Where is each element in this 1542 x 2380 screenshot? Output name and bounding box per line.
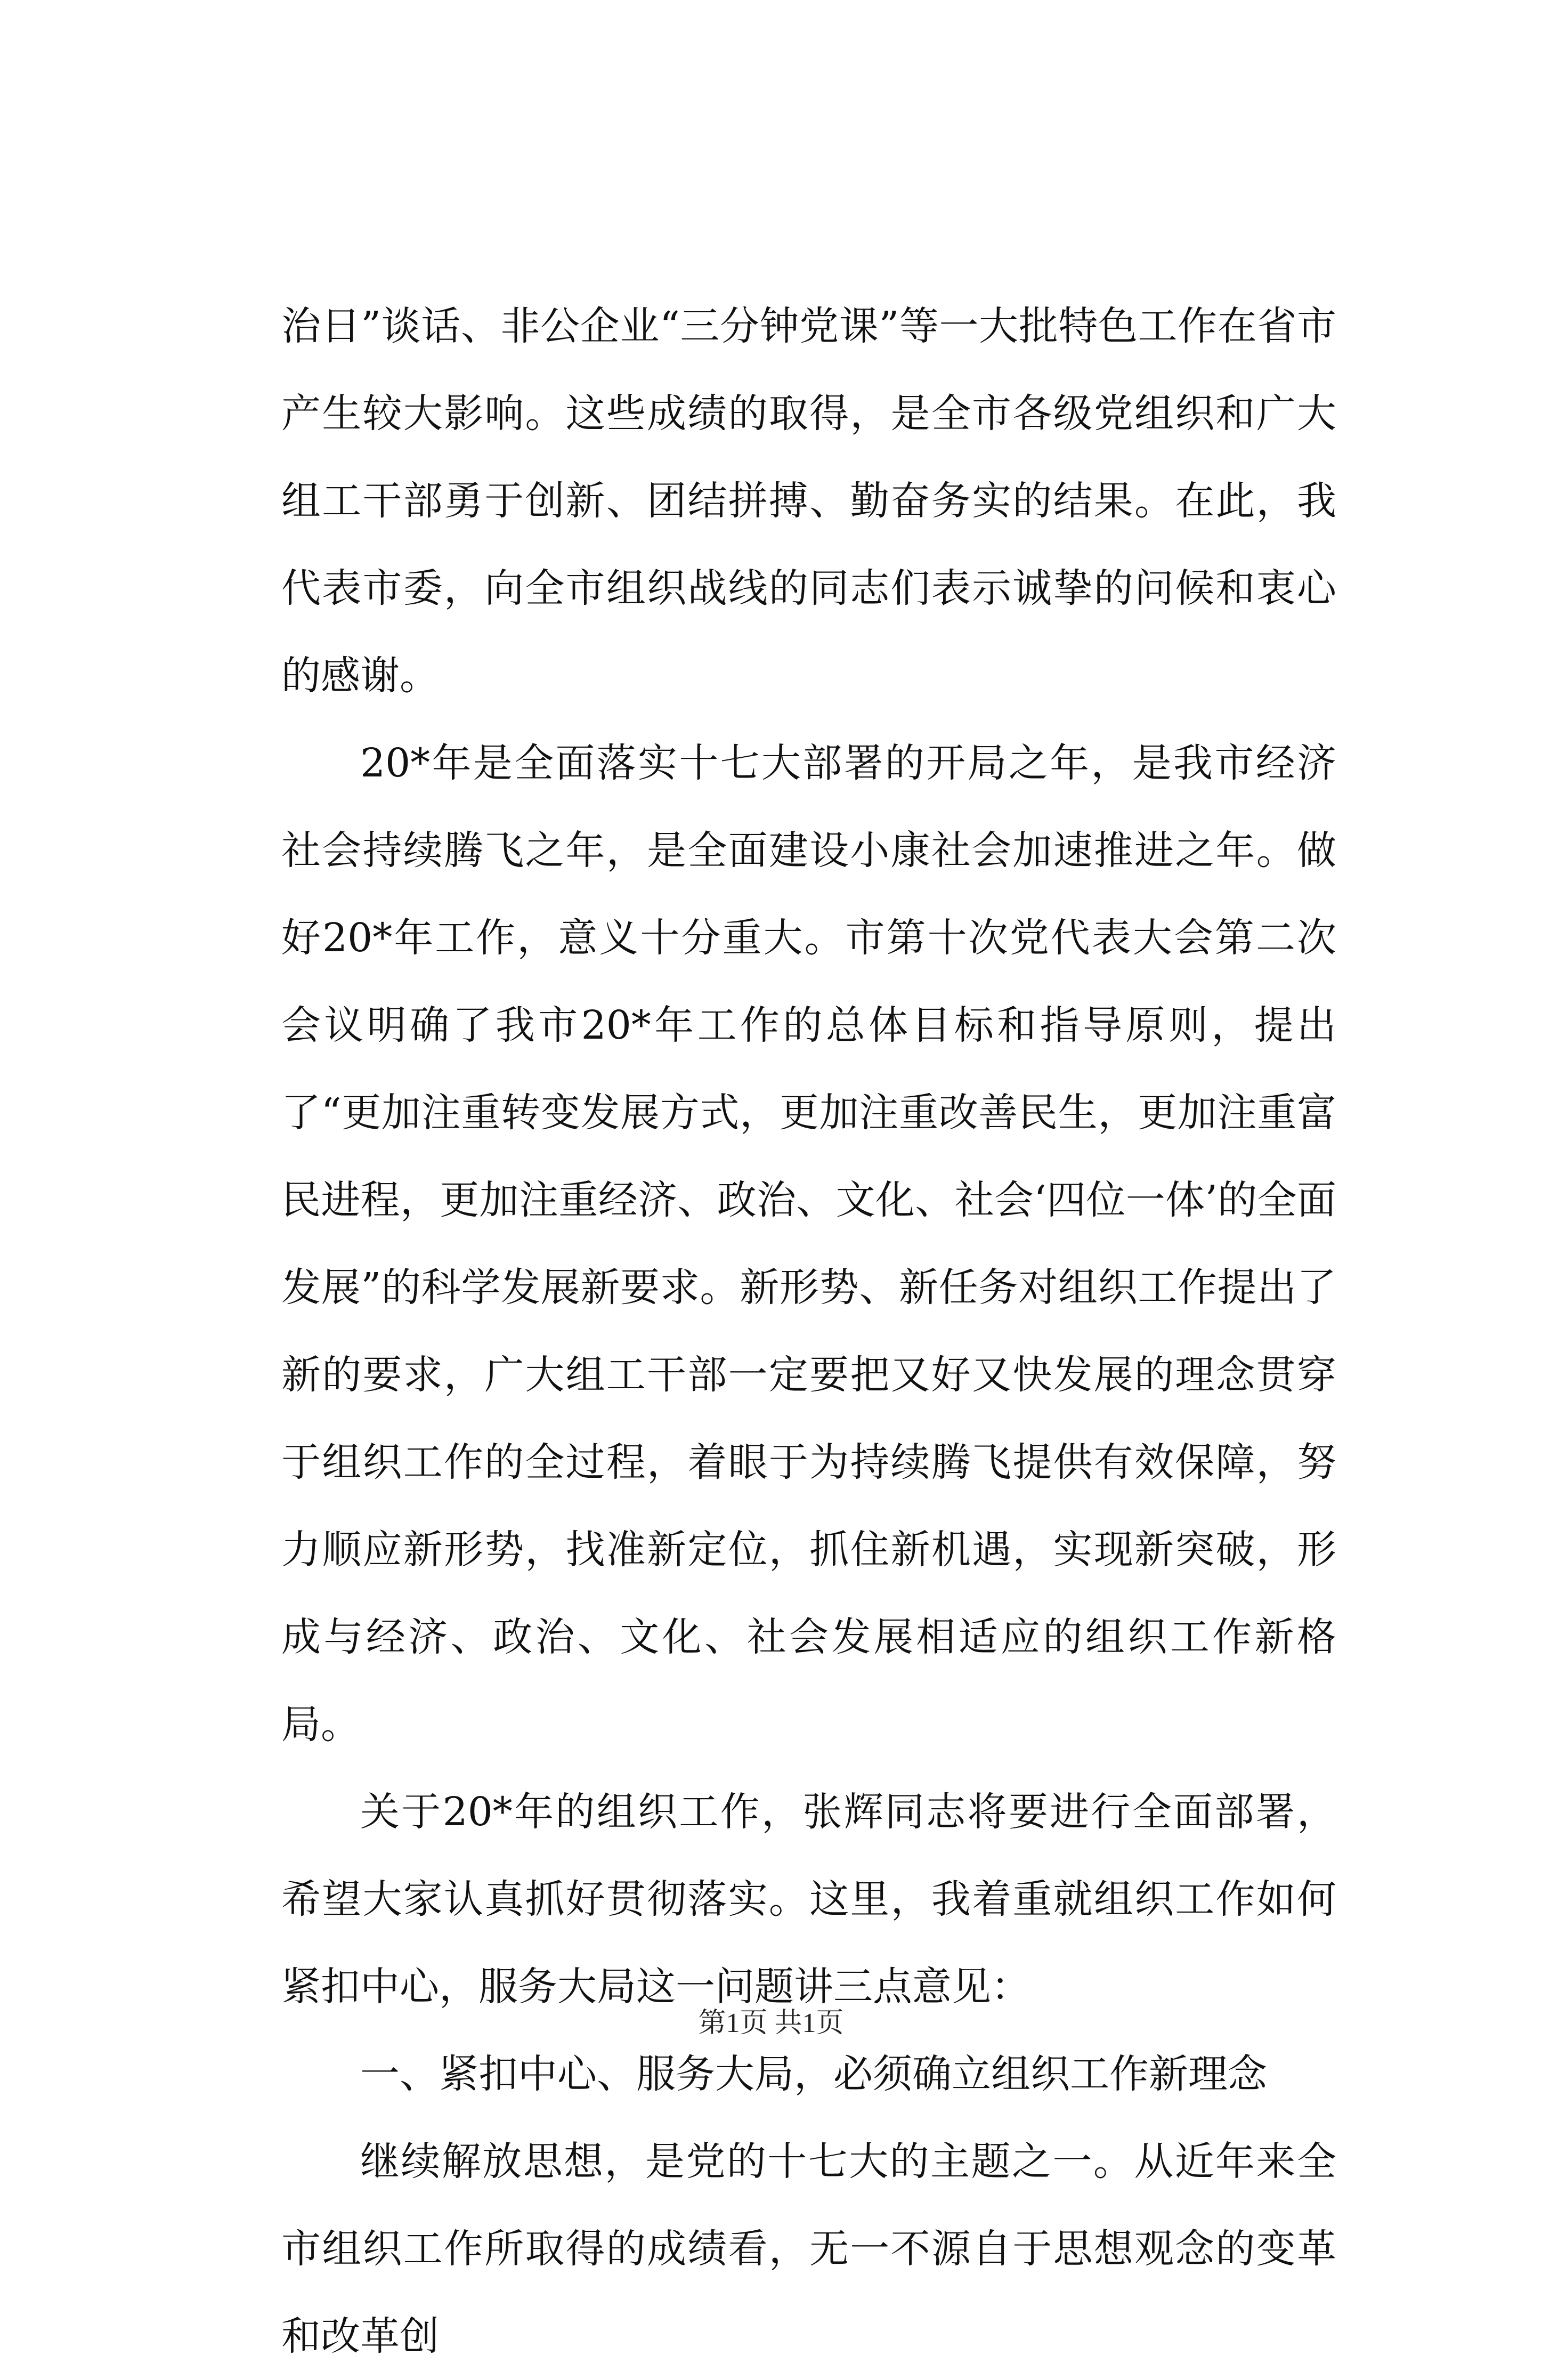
page-footer: 第1页 共1页: [698, 2008, 844, 2038]
section-heading-1: 一、紧扣中心、服务大局，必须确立组织工作新理念: [360, 2051, 1267, 2097]
paragraph-continuation: 治日”谈话、非公企业“三分钟党课”等一大批特色工作在省市产生较大影响。这些成绩的取得，是全市各级党组织和广大组工干部勇于创新、团结拼搏、勤奋务实的结果。在此，我代表市委，向全市组织战线的同志们表示诚挚的问候和衷心的感谢。: [281, 303, 1336, 699]
paragraph-emancipate-thought: 继续解放思想，是党的十七大的主题之一。从近年来全市组织工作所取得的成绩看，无一不源自于思想观念的变革和改革创: [281, 2139, 1336, 2359]
document-body: [281, 282, 1336, 2380]
paragraph-work-significance: 20*年是全面落实十七大部署的开局之年，是我市经济社会持续腾飞之年，是全面建设小康社会加速推进之年。做好20*年工作，意义十分重大。市第十次党代表大会第二次会议明确了我市20*年工作的总体目标和指导原则，提出了“更加注重转变发展方式，更加注重改善民生，更加注重富民进程，更加注重经济、政治、文化、社会‘四位一体’的全面发展”的科学发展新要求。新形势、新任务对组织工作提出了新的要求，广大组工干部一定要把又好又快发展的理念贯穿于组织工作的全过程，着眼于为持续腾飞提供有效保障，努力顺应新形势，找准新定位，抓住新机遇，实现新突破，形成与经济、政治、文化、社会发展相适应的组织工作新格局。: [281, 740, 1336, 1747]
paragraph-deployment-intro: 关于20*年的组织工作，张辉同志将要进行全面部署，希望大家认真抓好贯彻落实。这里，我着重就组织工作如何紧扣中心，服务大局这一问题讲三点意见：: [281, 1789, 1336, 2010]
